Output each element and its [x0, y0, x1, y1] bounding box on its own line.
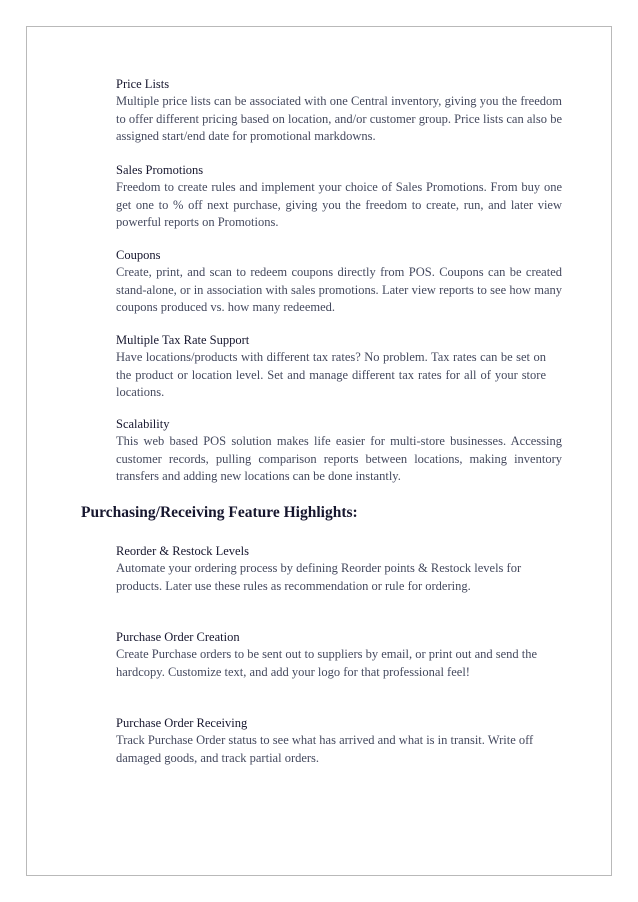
feature-description: Multiple price lists can be associated with one Central inventory, giving you the freedom to offer different pricing based on location, and/or customer group. Price lists can also be assigned start/end date for promotional markdowns.: [116, 94, 562, 143]
feature-description: Freedom to create rules and implement your choice of Sales Promotions. From buy one get one to % off next purchase, giving you the freedom to create, run, and later view powerful reports on Promotions.: [116, 180, 562, 229]
feature-description: Create, print, and scan to redeem coupons directly from POS. Coupons can be created stand-alone, or in association with sales promotions. Later view reports to see how many coupons produced vs. how many redeemed.: [116, 265, 562, 314]
feature-description: Have locations/products with different tax rates? No problem. Tax rates can be set on the product or location level. Set and manage different tax rates for all of your store locations.: [116, 350, 546, 399]
feature-description: Create Purchase orders to be sent out to suppliers by email, or print out and send the hardcopy. Customize text, and add your logo for that professional feel!: [116, 647, 538, 679]
section-heading: Purchasing/Receiving Feature Highlights:: [81, 504, 358, 521]
feature-title: Multiple Tax Rate Support: [116, 333, 250, 347]
feature-sales-promotions: [116, 162, 562, 232]
feature-title: Sales Promotions: [116, 163, 204, 177]
feature-scalability: [116, 416, 562, 486]
feature-title: Reorder & Restock Levels: [116, 544, 249, 558]
feature-title: Coupons: [116, 248, 161, 262]
feature-purchase-order-receiving: [116, 715, 556, 767]
feature-price-lists: [116, 76, 562, 146]
feature-reorder-restock: [116, 543, 546, 595]
feature-title: Price Lists: [116, 77, 170, 91]
feature-title: Purchase Order Creation: [116, 630, 240, 644]
feature-title: Purchase Order Receiving: [116, 716, 248, 730]
feature-purchase-order-creation: [116, 629, 556, 681]
feature-description: This web based POS solution makes life easier for multi-store businesses. Accessing customer records, pulling comparison reports between locations, making inventory transfers and adding new locations can be done instantly.: [116, 434, 562, 483]
feature-coupons: [116, 247, 562, 317]
feature-title: Scalability: [116, 417, 170, 431]
feature-description: Automate your ordering process by defining Reorder points & Restock levels for products. Later use these rules as recommendation or rule for ordering.: [116, 561, 522, 593]
feature-description: Track Purchase Order status to see what has arrived and what is in transit. Write off damaged goods, and track partial orders.: [116, 733, 534, 765]
feature-multiple-tax-rate: [116, 332, 546, 402]
